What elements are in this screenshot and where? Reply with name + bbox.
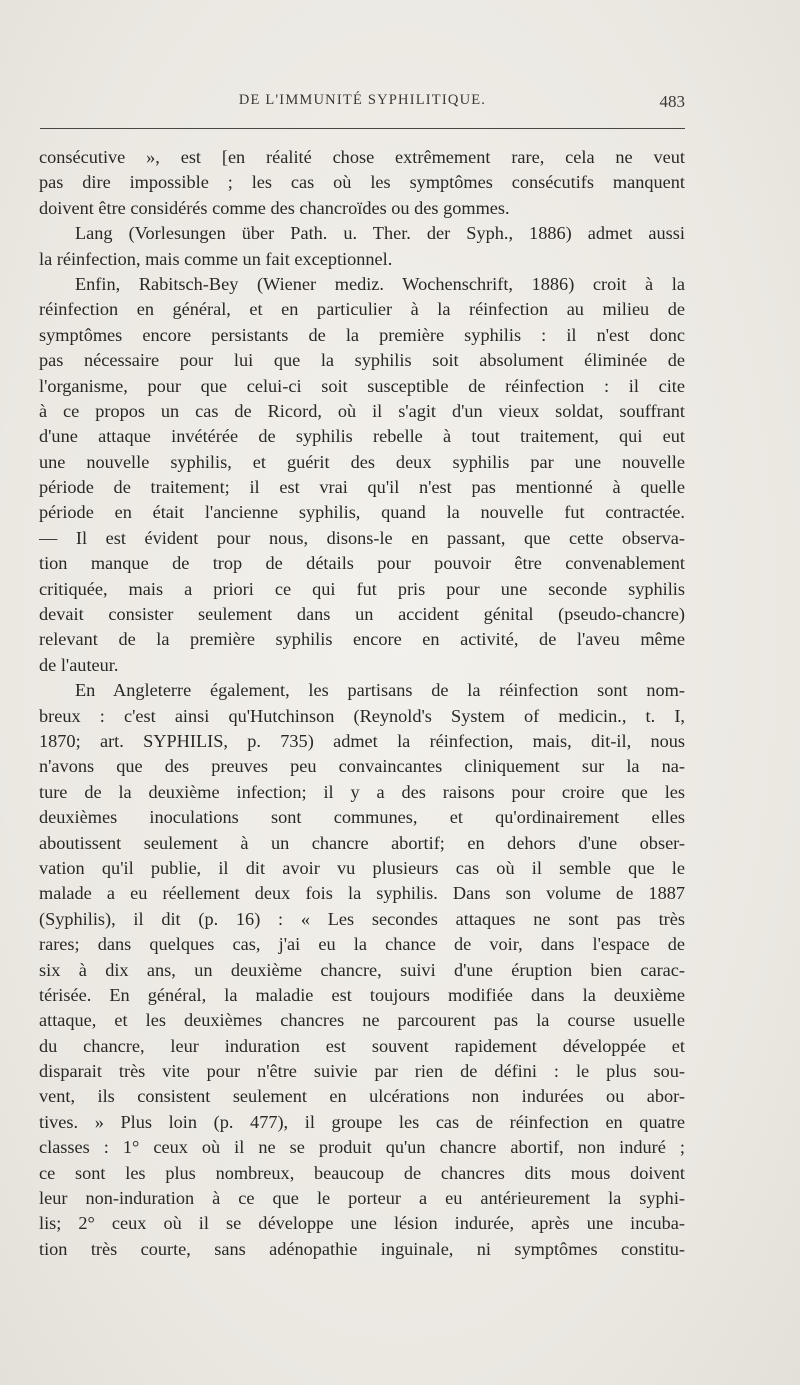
text-line: période en était l'ancienne syphilis, quand la nouvelle fut contractée. — [39, 502, 685, 523]
text-line: symptômes encore persistants de la première syphilis : il n'est donc — [39, 324, 685, 345]
text-line: Lang (Vorlesungen über Path. u. Ther. der Syph., 1886) admet aussi — [75, 223, 685, 244]
text-line: malade a eu réellement deux fois la syphilis. Dans son volume de 1887 — [39, 883, 685, 904]
page-header — [40, 92, 685, 116]
text-line: une nouvelle syphilis, et guérit des deux syphilis par une nouvelle — [39, 451, 685, 472]
text-line: période de traitement; il est vrai qu'il n'est pas mentionné à quelle — [39, 477, 685, 498]
text-line: aboutissent seulement à un chancre abortif; en dehors d'une obser- — [39, 832, 685, 853]
text-line: leur non-induration à ce que le porteur a eu antérieurement la syphi- — [39, 1188, 685, 1209]
text-line: critiquée, mais a priori ce qui fut pris pour une seconde syphilis — [39, 578, 685, 599]
text-line: vation qu'il publie, il dit avoir vu plusieurs cas où il semble que le — [39, 857, 685, 878]
text-line: Enfin, Rabitsch-Bey (Wiener mediz. Wochenschrift, 1886) croit à la — [75, 273, 685, 294]
text-line: ture de la deuxième infection; il y a des raisons pour croire que les — [39, 781, 685, 802]
text-line: d'une attaque invétérée de syphilis rebelle à tout traitement, qui eut — [39, 426, 685, 447]
text-line: tives. » Plus loin (p. 477), il groupe les cas de réinfection en quatre — [39, 1111, 685, 1132]
text-line: n'avons que des preuves peu convaincantes cliniquement sur la na- — [39, 756, 685, 777]
text-line: attaque, et les deuxièmes chancres ne parcourent pas la course usuelle — [39, 1010, 685, 1031]
text-line: l'organisme, pour que celui-ci soit susceptible de réinfection : il cite — [39, 375, 685, 396]
body-text — [39, 145, 685, 1262]
text-line: lis; 2° ceux où il se développe une lésion indurée, après une incuba- — [39, 1213, 685, 1234]
text-line: tion très courte, sans adénopathie inguinale, ni symptômes constitu- — [39, 1238, 685, 1259]
text-line: à ce propos un cas de Ricord, où il s'agit d'un vieux soldat, souffrant — [39, 400, 685, 421]
text-line: devait consister seulement dans un accident génital (pseudo-chancre) — [39, 604, 685, 625]
text-line: ce sont les plus nombreux, beaucoup de chancres dits mous doivent — [39, 1162, 685, 1183]
text-line: consécutive », est [en réalité chose extrêmement rare, cela ne veut — [39, 147, 685, 167]
text-line: doivent être considérés comme des chancroïdes ou des gommes. — [39, 197, 510, 218]
text-line: de l'auteur. — [39, 654, 119, 675]
text-line: tion manque de trop de détails pour pouvoir être convenablement — [39, 553, 685, 574]
text-line: — Il est évident pour nous, disons-le en passant, que cette observa- — [39, 527, 685, 548]
text-line: En Angleterre également, les partisans de la réinfection sont nom- — [75, 680, 685, 701]
text-line: du chancre, leur induration est souvent rapidement développée et — [39, 1035, 685, 1056]
text-line: relevant de la première syphilis encore en activité, de l'aveu même — [39, 629, 685, 650]
text-line: breux : c'est ainsi qu'Hutchinson (Reynold's System of medicin., t. I, — [39, 705, 685, 726]
page-number: 483 — [659, 92, 685, 111]
header-rule — [40, 128, 685, 129]
text-line: térisée. En général, la maladie est toujours modifiée dans la deuxième — [39, 984, 685, 1005]
text-line: pas dire impossible ; les cas où les symptômes consécutifs manquent — [39, 172, 685, 193]
text-line: six à dix ans, un deuxième chancre, suivi d'une éruption bien carac- — [39, 959, 685, 980]
text-line: réinfection en général, et en particulier à la réinfection au milieu de — [39, 299, 685, 320]
running-head: DE L'IMMUNITÉ SYPHILITIQUE. — [238, 92, 487, 108]
text-line: (Syphilis), il dit (p. 16) : « Les secondes attaques ne sont pas très — [39, 908, 685, 929]
text-line: classes : 1° ceux où il ne se produit qu'un chancre abortif, non induré ; — [39, 1137, 685, 1158]
text-line: rares; dans quelques cas, j'ai eu la chance de voir, dans l'espace de — [39, 934, 685, 955]
text-line: la réinfection, mais comme un fait exceptionnel. — [39, 248, 393, 269]
text-line: disparait très vite pour n'être suivie par rien de défini : le plus sou- — [39, 1061, 685, 1082]
text-line: deuxièmes inoculations sont communes, et qu'ordinairement elles — [39, 807, 685, 828]
text-line: pas nécessaire pour lui que la syphilis soit absolument éliminée de — [39, 350, 685, 371]
text-line: vent, ils consistent seulement en ulcérations non indurées ou abor- — [39, 1086, 685, 1107]
text-line: 1870; art. SYPHILIS, p. 735) admet la réinfection, mais, dit-il, nous — [39, 730, 685, 751]
